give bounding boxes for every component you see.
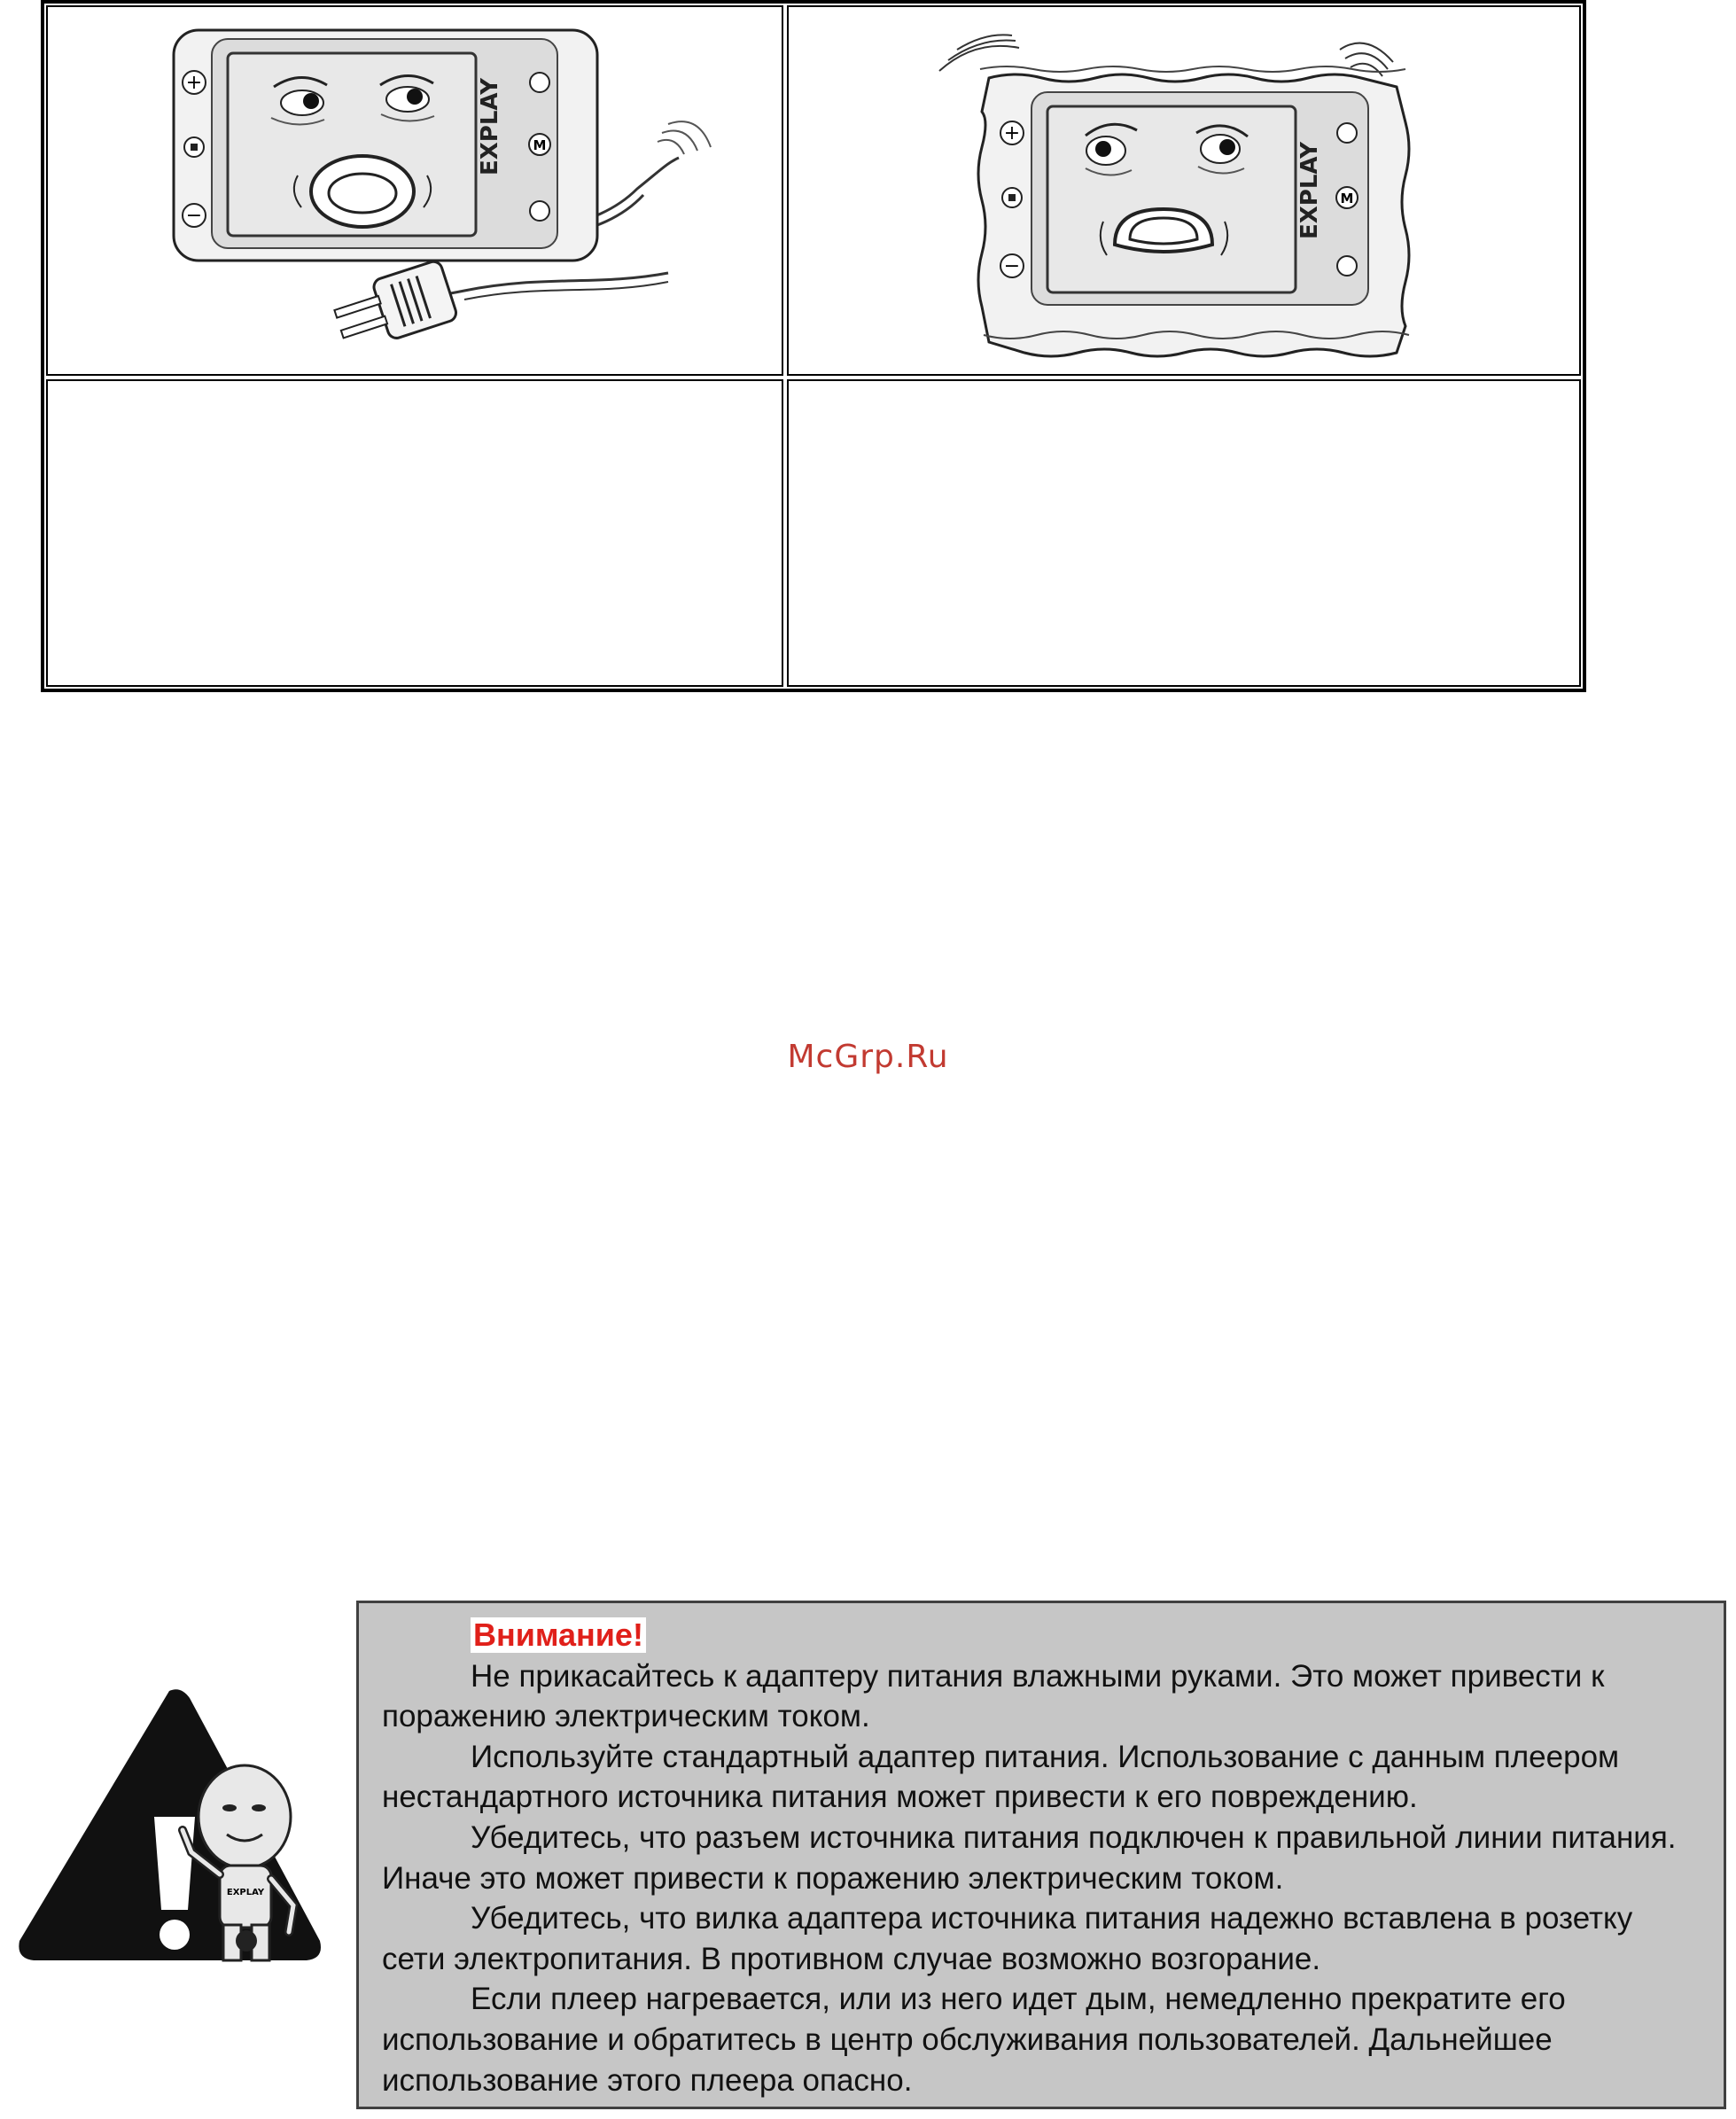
warning-triangle-robot-icon — [14, 1684, 324, 1967]
warning-paragraph-1: Не прикасайтесь к адаптеру питания влажными руками. Это может привести к поражению электрическим током. — [382, 1658, 1605, 1734]
svg-text:M: M — [533, 137, 547, 153]
warning-paragraph-2: Используйте стандартный адаптер питания. Использование с данным плеером нестандартного источника питания может привести к его повреждению. — [382, 1739, 1620, 1815]
svg-text:+: + — [185, 72, 203, 94]
warning-box — [356, 1601, 1726, 2109]
shaking-player-icon — [789, 7, 1577, 374]
svg-text:M: M — [1340, 191, 1354, 206]
cell-player-plug — [46, 5, 783, 376]
brand-logo-right: EXPLAY — [1296, 142, 1323, 239]
svg-text:−: − — [1003, 255, 1021, 277]
warning-paragraph-3: Убедитесь, что разъем источника питания подключен к правильной линии питания. Иначе это может привести к поражению электрическим током. — [382, 1819, 1677, 1896]
cell-empty-left — [46, 379, 783, 687]
cell-player-shaking — [787, 5, 1581, 376]
warning-title: Внимание! — [471, 1617, 646, 1653]
brand-logo-left: EXPLAY — [477, 78, 503, 175]
svg-text:+: + — [1003, 122, 1021, 144]
cell-empty-right — [787, 379, 1581, 687]
watermark: McGrp.Ru — [787, 1039, 949, 1075]
warning-paragraph-5: Если плеер нагревается, или из него идет дым, немедленно прекратите его использование и обратитесь в центр обслуживания пользователей. Дальнейшее использование этого плеера опасно. — [382, 1982, 1566, 2098]
svg-text:−: − — [185, 205, 203, 227]
calm-player-with-plug-icon — [48, 7, 783, 374]
svg-text:EXPLAY: EXPLAY — [226, 1888, 265, 1897]
warning-paragraph-4: Убедитесь, что вилка адаптера источника питания надежно вставлена в розетку сети электропитания. В противном случае возможно возгорание. — [382, 1901, 1633, 1976]
illustration-table — [41, 0, 1586, 692]
